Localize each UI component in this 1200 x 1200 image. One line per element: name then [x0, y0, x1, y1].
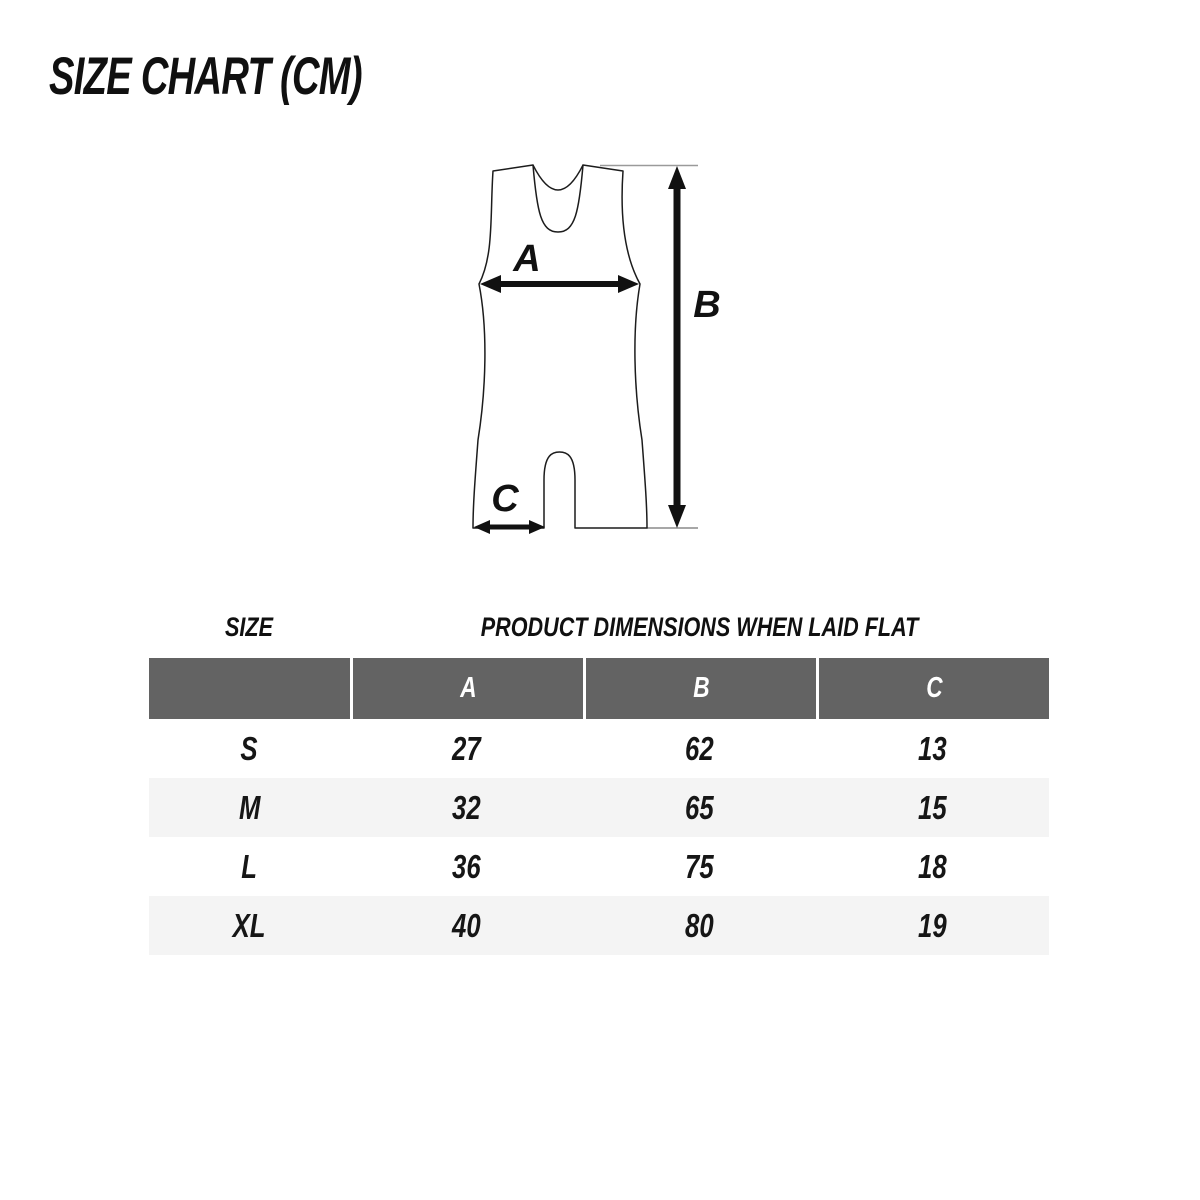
header-cell-a: A — [350, 658, 583, 719]
value-cell-a: 27 — [452, 729, 481, 767]
value-cell-c: 15 — [918, 788, 947, 826]
size-column-caption: SIZE — [225, 611, 274, 642]
size-cell: M — [238, 788, 261, 826]
value-cell-b: 75 — [685, 847, 714, 885]
dimension-arrow-a — [480, 275, 639, 293]
header-cell-empty — [149, 658, 350, 719]
header-cell-c: C — [816, 658, 1049, 719]
table-captions — [149, 612, 1049, 642]
value-cell-b: 65 — [685, 788, 714, 826]
table-row-s — [149, 719, 1049, 778]
back-neckline — [533, 165, 583, 190]
value-cell-b: 62 — [685, 729, 714, 767]
table-row-l — [149, 837, 1049, 896]
dimension-label-a: A — [513, 238, 541, 280]
dimension-arrow-b — [668, 166, 686, 528]
size-cell: L — [241, 847, 258, 885]
dimensions-caption: PRODUCT DIMENSIONS WHEN LAID FLAT — [480, 611, 919, 642]
value-cell-c: 19 — [918, 906, 947, 944]
size-cell: XL — [233, 906, 266, 944]
table-row-m — [149, 778, 1049, 837]
singlet-diagram — [440, 138, 760, 558]
value-cell-b: 80 — [685, 906, 714, 944]
table-row-xl — [149, 896, 1049, 955]
page-title — [49, 47, 484, 106]
singlet-outline — [473, 165, 647, 528]
page-title-text: SIZE CHART (CM) — [49, 47, 362, 106]
size-table — [149, 658, 1049, 955]
value-cell-c: 18 — [918, 847, 947, 885]
dimension-label-c: C — [491, 478, 519, 520]
header-cell-b: B — [583, 658, 816, 719]
table-header-row — [149, 658, 1049, 719]
value-cell-a: 32 — [452, 788, 481, 826]
value-cell-a: 36 — [452, 847, 481, 885]
value-cell-a: 40 — [452, 906, 481, 944]
value-cell-c: 13 — [918, 729, 947, 767]
dimension-label-b: B — [693, 284, 721, 326]
dimension-arrow-c — [474, 520, 545, 534]
size-cell: S — [240, 729, 259, 767]
